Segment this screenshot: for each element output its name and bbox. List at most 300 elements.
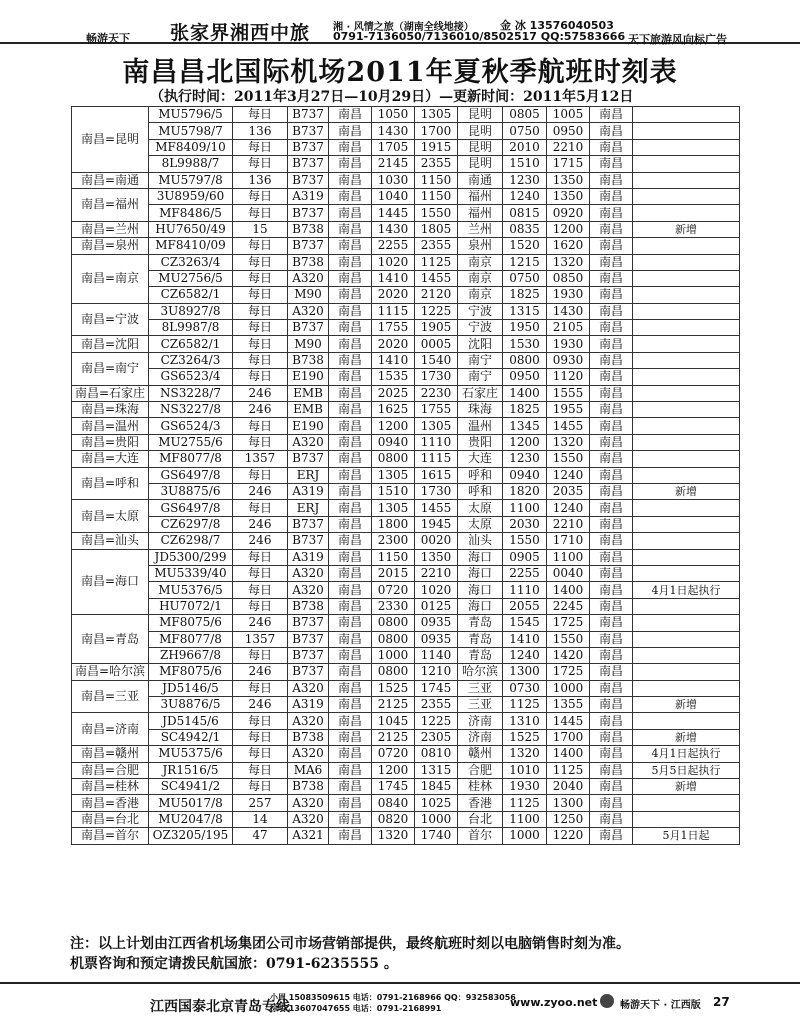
- route-cell: 南昌=济南: [72, 713, 149, 746]
- cell-arr: 1550: [415, 205, 458, 221]
- cell-dest: 石家庄: [458, 385, 503, 401]
- route-cell: 南昌=南通: [72, 172, 149, 188]
- cell-rdest: 南昌: [590, 434, 633, 450]
- cell-rdep: 1545: [503, 615, 547, 631]
- cell-arr: 1000: [415, 811, 458, 827]
- cell-a: B737: [288, 238, 329, 254]
- cell-dest: 昆明: [458, 139, 503, 155]
- cell-o: 南昌: [329, 254, 372, 270]
- cell-n: [633, 631, 740, 647]
- cell-rdep: 0905: [503, 549, 547, 565]
- cell-rdep: 1100: [503, 500, 547, 516]
- cell-n: [633, 549, 740, 565]
- cell-rdest: 南昌: [590, 270, 633, 286]
- cell-dest: 呼和: [458, 483, 503, 499]
- cell-f: JD5300/299: [149, 549, 233, 565]
- cell-n: 5月5日起执行: [633, 762, 740, 778]
- cell-dep: 1040: [372, 188, 415, 204]
- cell-n: [633, 467, 740, 483]
- route-cell: 南昌=太原: [72, 500, 149, 533]
- cell-a: B737: [288, 647, 329, 663]
- table-row: [72, 533, 740, 549]
- cell-dep: 0840: [372, 795, 415, 811]
- cell-dep: 1525: [372, 680, 415, 696]
- cell-d: 每日: [233, 352, 288, 368]
- cell-rarr: 2210: [547, 516, 590, 532]
- cell-dep: 1200: [372, 418, 415, 434]
- cell-a: A319: [288, 697, 329, 713]
- cell-rdest: 南昌: [590, 254, 633, 270]
- cell-rdep: 1200: [503, 434, 547, 450]
- route-cell: 南昌=桂林: [72, 779, 149, 795]
- cell-arr: 2355: [415, 238, 458, 254]
- cell-rdest: 南昌: [590, 811, 633, 827]
- cell-d: 1357: [233, 451, 288, 467]
- cell-d: 每日: [233, 713, 288, 729]
- cell-d: 246: [233, 385, 288, 401]
- cell-dep: 1050: [372, 107, 415, 123]
- cell-dep: 0800: [372, 664, 415, 680]
- cell-d: 每日: [233, 549, 288, 565]
- cell-arr: 0810: [415, 746, 458, 762]
- cell-d: 每日: [233, 565, 288, 581]
- table-row: [72, 451, 740, 467]
- cell-o: 南昌: [329, 451, 372, 467]
- route-cell: 南昌=昆明: [72, 107, 149, 173]
- cell-a: ERJ: [288, 467, 329, 483]
- cell-dep: 2020: [372, 287, 415, 303]
- cell-rdep: 1520: [503, 238, 547, 254]
- cell-rdest: 南昌: [590, 582, 633, 598]
- table-row: [72, 516, 740, 532]
- cell-a: A320: [288, 565, 329, 581]
- cell-rdest: 南昌: [590, 680, 633, 696]
- cell-rarr: 1240: [547, 467, 590, 483]
- cell-dep: 0820: [372, 811, 415, 827]
- cell-dep: 1755: [372, 320, 415, 336]
- cell-d: 每日: [233, 303, 288, 319]
- cell-arr: 1350: [415, 549, 458, 565]
- cell-o: 南昌: [329, 352, 372, 368]
- cell-rarr: 1200: [547, 221, 590, 237]
- magazine-brand: 畅游天下 · 江西版: [620, 1000, 701, 1011]
- cell-f: GS6497/8: [149, 467, 233, 483]
- cell-rarr: 0850: [547, 270, 590, 286]
- cell-n: [633, 451, 740, 467]
- cell-o: 南昌: [329, 205, 372, 221]
- cell-rarr: 1550: [547, 631, 590, 647]
- cell-arr: 1225: [415, 303, 458, 319]
- cell-n: [633, 385, 740, 401]
- cell-arr: 1540: [415, 352, 458, 368]
- cell-a: E190: [288, 369, 329, 385]
- cell-d: 1357: [233, 631, 288, 647]
- cell-dep: 2015: [372, 565, 415, 581]
- cell-f: MF8077/8: [149, 631, 233, 647]
- cell-arr: 0005: [415, 336, 458, 352]
- cell-arr: 2305: [415, 729, 458, 745]
- cell-a: B737: [288, 320, 329, 336]
- cell-rdest: 南昌: [590, 156, 633, 172]
- table-row: [72, 123, 740, 139]
- cell-rdest: 南昌: [590, 647, 633, 663]
- cell-arr: 1455: [415, 500, 458, 516]
- website-link[interactable]: www.zyoo.net: [510, 996, 598, 1009]
- cell-rdep: 1125: [503, 697, 547, 713]
- cell-dest: 海口: [458, 565, 503, 581]
- cell-rdest: 南昌: [590, 779, 633, 795]
- table-row: [72, 172, 740, 188]
- route-cell: 南昌=青岛: [72, 615, 149, 664]
- cell-d: 每日: [233, 729, 288, 745]
- cell-arr: 1225: [415, 713, 458, 729]
- cell-f: 8L9987/8: [149, 320, 233, 336]
- table-row: [72, 598, 740, 614]
- cell-n: [633, 139, 740, 155]
- cell-f: MU5375/6: [149, 746, 233, 762]
- table-row: [72, 582, 740, 598]
- cell-rdep: 0805: [503, 107, 547, 123]
- cell-f: MU5339/40: [149, 565, 233, 581]
- cell-f: SC4941/2: [149, 779, 233, 795]
- cell-rdep: 2030: [503, 516, 547, 532]
- cell-rdep: 1550: [503, 533, 547, 549]
- cell-rarr: 0950: [547, 123, 590, 139]
- cell-dep: 1000: [372, 647, 415, 663]
- cell-f: CZ6582/1: [149, 287, 233, 303]
- cell-dest: 福州: [458, 188, 503, 204]
- cell-rarr: 1555: [547, 385, 590, 401]
- cell-dest: 济南: [458, 729, 503, 745]
- cell-f: MU5376/5: [149, 582, 233, 598]
- cell-dep: 2145: [372, 156, 415, 172]
- cell-n: [633, 188, 740, 204]
- cell-a: A319: [288, 188, 329, 204]
- cell-n: [633, 336, 740, 352]
- page-subtitle: （执行时间：2011年3月27日—10月29日）—更新时间：2011年5月12日: [150, 89, 634, 105]
- cell-d: 每日: [233, 336, 288, 352]
- cell-d: 15: [233, 221, 288, 237]
- table-row: [72, 647, 740, 663]
- cell-dep: 1030: [372, 172, 415, 188]
- cell-n: [633, 287, 740, 303]
- page-number: 27: [713, 995, 730, 1009]
- cell-n: [633, 352, 740, 368]
- cell-dest: 南通: [458, 172, 503, 188]
- cell-rarr: 0930: [547, 352, 590, 368]
- cell-d: 每日: [233, 369, 288, 385]
- cell-dest: 南宁: [458, 369, 503, 385]
- cell-rarr: 0920: [547, 205, 590, 221]
- cell-d: 每日: [233, 582, 288, 598]
- cell-d: 每日: [233, 680, 288, 696]
- cell-o: 南昌: [329, 779, 372, 795]
- route-cell: 南昌=呼和: [72, 467, 149, 500]
- cell-arr: 2355: [415, 697, 458, 713]
- agency-phones: 0791-7136050/7136010/8502517 QQ:57583666: [333, 30, 626, 43]
- cell-dep: 1445: [372, 205, 415, 221]
- cell-f: MU5798/7: [149, 123, 233, 139]
- cell-o: 南昌: [329, 795, 372, 811]
- cell-o: 南昌: [329, 828, 372, 844]
- cell-rarr: 1725: [547, 615, 590, 631]
- cell-f: 8L9988/7: [149, 156, 233, 172]
- cell-o: 南昌: [329, 729, 372, 745]
- cell-arr: 0935: [415, 615, 458, 631]
- ad-line-title: 江西国泰北京青岛专线: [150, 999, 290, 1015]
- route-cell: 南昌=香港: [72, 795, 149, 811]
- cell-dep: 1200: [372, 762, 415, 778]
- cell-dest: 青岛: [458, 615, 503, 631]
- cell-arr: 1700: [415, 123, 458, 139]
- cell-rdest: 南昌: [590, 746, 633, 762]
- cell-rdest: 南昌: [590, 287, 633, 303]
- cell-arr: 1945: [415, 516, 458, 532]
- cell-a: B738: [288, 598, 329, 614]
- agency-brand: 张家界湘西中旅: [170, 22, 311, 44]
- cell-rdest: 南昌: [590, 565, 633, 581]
- cell-dep: 2300: [372, 533, 415, 549]
- cell-arr: 1125: [415, 254, 458, 270]
- cell-rarr: 1930: [547, 336, 590, 352]
- cell-rarr: 2035: [547, 483, 590, 499]
- cell-dep: 2255: [372, 238, 415, 254]
- route-cell: 南昌=石家庄: [72, 385, 149, 401]
- cell-rarr: 1420: [547, 647, 590, 663]
- route-cell: 南昌=台北: [72, 811, 149, 827]
- cell-a: B738: [288, 221, 329, 237]
- cell-dep: 1150: [372, 549, 415, 565]
- cell-a: B737: [288, 664, 329, 680]
- cell-o: 南昌: [329, 598, 372, 614]
- cell-dest: 温州: [458, 418, 503, 434]
- cell-a: A320: [288, 795, 329, 811]
- cell-o: 南昌: [329, 615, 372, 631]
- cell-o: 南昌: [329, 549, 372, 565]
- cell-o: 南昌: [329, 647, 372, 663]
- cell-arr: 1150: [415, 172, 458, 188]
- cell-d: 136: [233, 172, 288, 188]
- cell-rdep: 1345: [503, 418, 547, 434]
- cell-arr: 1110: [415, 434, 458, 450]
- cell-rdep: 1315: [503, 303, 547, 319]
- cell-a: A320: [288, 270, 329, 286]
- route-cell: 南昌=兰州: [72, 221, 149, 237]
- cell-o: 南昌: [329, 188, 372, 204]
- cell-rdep: 1825: [503, 402, 547, 418]
- cell-f: GS6497/8: [149, 500, 233, 516]
- cell-d: 每日: [233, 779, 288, 795]
- cell-rdep: 0730: [503, 680, 547, 696]
- cell-n: [633, 205, 740, 221]
- cell-dest: 珠海: [458, 402, 503, 418]
- cell-o: 南昌: [329, 582, 372, 598]
- cell-n: [633, 680, 740, 696]
- cell-rdest: 南昌: [590, 828, 633, 844]
- cell-rdep: 1410: [503, 631, 547, 647]
- cell-rarr: 1240: [547, 500, 590, 516]
- table-row: [72, 483, 740, 499]
- route-cell: 南昌=汕头: [72, 533, 149, 549]
- cell-o: 南昌: [329, 697, 372, 713]
- cell-rarr: 2210: [547, 139, 590, 155]
- cell-arr: 1455: [415, 270, 458, 286]
- cell-f: SC4942/1: [149, 729, 233, 745]
- cell-f: MF8486/5: [149, 205, 233, 221]
- cell-f: ZH9667/8: [149, 647, 233, 663]
- cell-a: M90: [288, 287, 329, 303]
- cell-f: NS3228/7: [149, 385, 233, 401]
- cell-d: 每日: [233, 598, 288, 614]
- cell-rarr: 1300: [547, 795, 590, 811]
- cell-dep: 0800: [372, 615, 415, 631]
- header-bar: [0, 0, 800, 44]
- route-cell: 南昌=哈尔滨: [72, 664, 149, 680]
- cell-o: 南昌: [329, 156, 372, 172]
- cell-d: 246: [233, 615, 288, 631]
- cell-rdest: 南昌: [590, 139, 633, 155]
- cell-dep: 1045: [372, 713, 415, 729]
- cell-a: M90: [288, 336, 329, 352]
- route-cell: 南昌=珠海: [72, 402, 149, 418]
- cell-rdest: 南昌: [590, 664, 633, 680]
- cell-d: 257: [233, 795, 288, 811]
- cell-f: MU5796/5: [149, 107, 233, 123]
- cell-f: 3U8876/5: [149, 697, 233, 713]
- flight-schedule-table: [71, 106, 740, 845]
- cell-rdep: 1530: [503, 336, 547, 352]
- cell-f: JD5146/5: [149, 680, 233, 696]
- cell-arr: 1730: [415, 369, 458, 385]
- cell-dep: 1705: [372, 139, 415, 155]
- table-row: [72, 811, 740, 827]
- cell-arr: 2120: [415, 287, 458, 303]
- cell-f: NS3227/8: [149, 402, 233, 418]
- cell-rdest: 南昌: [590, 385, 633, 401]
- route-cell: 南昌=南宁: [72, 352, 149, 385]
- cell-o: 南昌: [329, 107, 372, 123]
- cell-rdep: 1110: [503, 582, 547, 598]
- ad-contact-2: 徐明 13607047655 电话：0791-2168991: [270, 1004, 442, 1013]
- route-cell: 南昌=福州: [72, 188, 149, 221]
- cell-n: [633, 615, 740, 631]
- cell-dest: 太原: [458, 500, 503, 516]
- cell-o: 南昌: [329, 369, 372, 385]
- cell-dest: 昆明: [458, 156, 503, 172]
- table-row: [72, 680, 740, 696]
- footer-note: [70, 934, 630, 974]
- cell-f: MF8410/09: [149, 238, 233, 254]
- cell-rdep: 2010: [503, 139, 547, 155]
- cell-dep: 0720: [372, 746, 415, 762]
- cell-dep: 1745: [372, 779, 415, 795]
- cell-f: MF8077/8: [149, 451, 233, 467]
- table-row: [72, 500, 740, 516]
- cell-rdest: 南昌: [590, 205, 633, 221]
- cell-rdep: 1400: [503, 385, 547, 401]
- cell-dest: 合肥: [458, 762, 503, 778]
- cell-rdest: 南昌: [590, 402, 633, 418]
- cell-a: A320: [288, 680, 329, 696]
- cell-rarr: 1320: [547, 434, 590, 450]
- table-row: [72, 828, 740, 844]
- cell-n: 新增: [633, 221, 740, 237]
- cell-d: 每日: [233, 238, 288, 254]
- route-cell: 南昌=首尔: [72, 828, 149, 844]
- table-row: [72, 795, 740, 811]
- cell-o: 南昌: [329, 483, 372, 499]
- cell-a: B737: [288, 139, 329, 155]
- cell-dest: 三亚: [458, 697, 503, 713]
- cell-dep: 1305: [372, 467, 415, 483]
- cell-dest: 首尔: [458, 828, 503, 844]
- table-row: [72, 287, 740, 303]
- cell-d: 246: [233, 664, 288, 680]
- cell-a: ERJ: [288, 500, 329, 516]
- cell-f: MU5017/8: [149, 795, 233, 811]
- cell-rdep: 0835: [503, 221, 547, 237]
- cell-arr: 0125: [415, 598, 458, 614]
- cell-d: 每日: [233, 188, 288, 204]
- cell-rdep: 1000: [503, 828, 547, 844]
- cell-rdep: 1510: [503, 156, 547, 172]
- cell-dest: 哈尔滨: [458, 664, 503, 680]
- cell-o: 南昌: [329, 762, 372, 778]
- cell-f: CZ6297/8: [149, 516, 233, 532]
- cell-n: [633, 516, 740, 532]
- cell-rdep: 1930: [503, 779, 547, 795]
- cell-a: E190: [288, 418, 329, 434]
- table-row: [72, 238, 740, 254]
- cell-n: [633, 172, 740, 188]
- table-row: [72, 615, 740, 631]
- cell-d: 每日: [233, 156, 288, 172]
- cell-a: B738: [288, 352, 329, 368]
- cell-arr: 1150: [415, 188, 458, 204]
- cell-o: 南昌: [329, 172, 372, 188]
- cell-n: [633, 369, 740, 385]
- cell-rarr: 1400: [547, 746, 590, 762]
- cell-dest: 贵阳: [458, 434, 503, 450]
- cell-a: A320: [288, 811, 329, 827]
- cell-f: MF8075/6: [149, 664, 233, 680]
- cell-rarr: 1725: [547, 664, 590, 680]
- cell-rdep: 0750: [503, 270, 547, 286]
- cell-rdep: 2255: [503, 565, 547, 581]
- cell-d: 246: [233, 483, 288, 499]
- cell-rdest: 南昌: [590, 549, 633, 565]
- table-row: [72, 205, 740, 221]
- table-row: [72, 434, 740, 450]
- cell-o: 南昌: [329, 664, 372, 680]
- cell-n: [633, 303, 740, 319]
- table-row: [72, 156, 740, 172]
- cell-dest: 济南: [458, 713, 503, 729]
- cell-f: GS6523/4: [149, 369, 233, 385]
- cell-rdest: 南昌: [590, 713, 633, 729]
- cell-dep: 1020: [372, 254, 415, 270]
- cell-rdest: 南昌: [590, 533, 633, 549]
- cell-dep: 0800: [372, 451, 415, 467]
- cell-rarr: 1930: [547, 287, 590, 303]
- cell-dep: 0940: [372, 434, 415, 450]
- cell-rarr: 2245: [547, 598, 590, 614]
- cell-f: 3U8875/6: [149, 483, 233, 499]
- cell-d: 每日: [233, 418, 288, 434]
- cell-arr: 1745: [415, 680, 458, 696]
- cell-a: B737: [288, 205, 329, 221]
- cell-d: 246: [233, 516, 288, 532]
